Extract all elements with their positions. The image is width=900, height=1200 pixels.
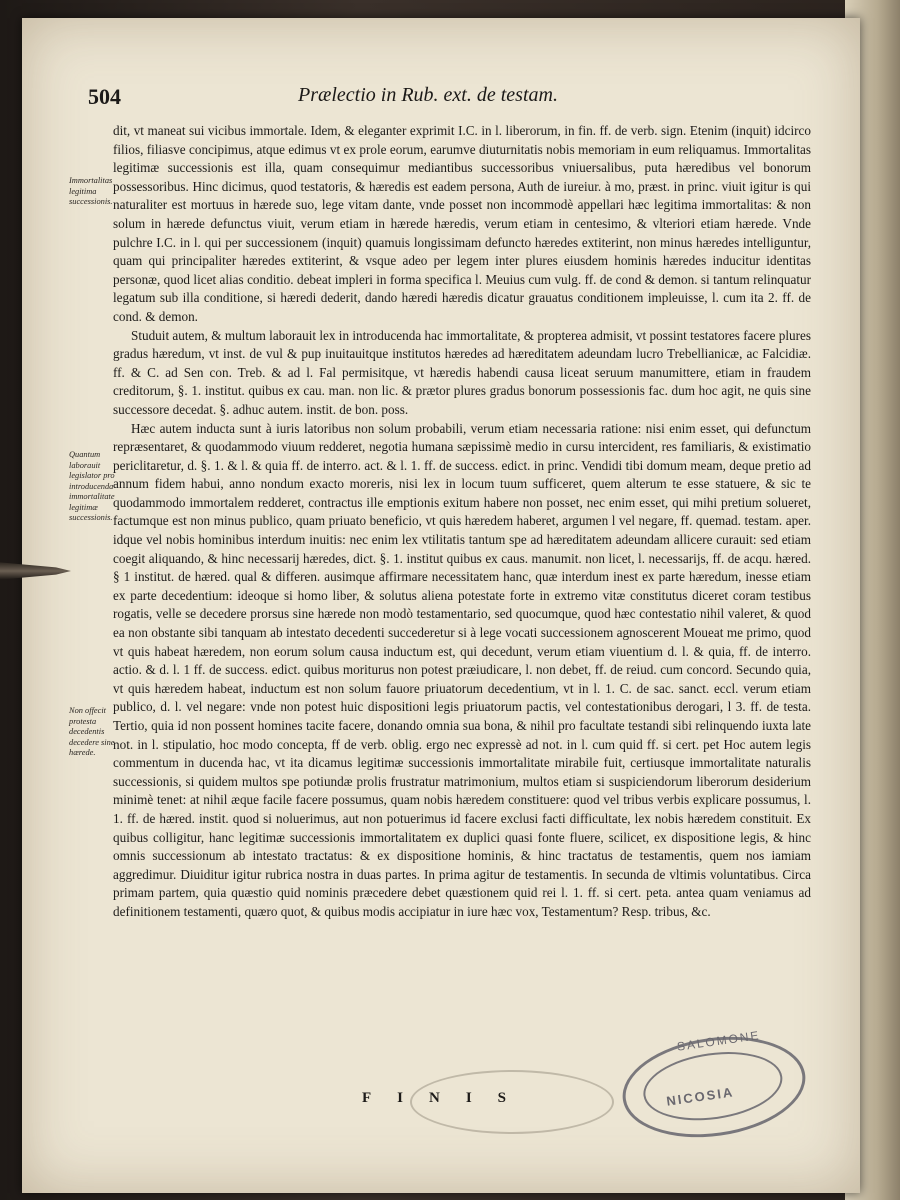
stamp-bottom-text: NICOSIA [665, 1084, 736, 1109]
body-text [113, 122, 811, 922]
paragraph-2: Studuit autem, & multum laborauit lex in introducenda hac immortalitate, & propterea admisit, vt possint testatores facere plures gradus hæredum, vt inst. de vul & pup inuitauitque institutos hæredes ad hæreditatem adeundam lucro Trebellianicæ, ac Falcidiæ. ff. & C. ad Sen con. Treb. & ad l. Fal permisitque, vt hæredis habendi causa liceat seruum manumittere, etiam in fraudem creditorum, §. 1. institut. quibus ex cau. man. non lic. & prætor plures gradus bonorum possessionis fac. dum hoc agit, ne quis sine successore decedat. §. adhuc autem. instit. de bon. poss. [113, 327, 811, 417]
book-page [22, 18, 860, 1193]
stamp-top-text: SALOMONE [676, 1028, 762, 1054]
paragraph-1: dit, vt maneat sui vicibus immortale. Idem, & eleganter exprimit I.C. in l. liberorum, in fin. ff. de verb. sign. Etenim (inquit) idcirco filios, filiasve concipimus, atque edimus vt ex prole eorum, earumve diuturnitatis nobis memoriam in eum reliquamus. Immortalitas legitimæ successionis est illa, quam consequimur mediantibus successoribus vniuersalibus, puta hæredibus vel bonorum possessoribus. Hinc dicimus, quod testatoris, & hæredis est eadem persona, Auth de iureiur. à mo, præst. in princ. viuit igitur is qui naturaliter est mortuus in hærede suo, lege vitam dante, vnde posset non incommodè appellari hæc legitima immortalitas: & non solum in hærede defunctus viuit, verum etiam in hærede hæredis, verum etiam in centesimo, & vlteriori etiam hærede. Vnde pulchre I.C. in l. qui per successionem (inquit) quamuis longissimam defuncto hæredes extiterint, non minus hæredes intelliguntur, quam qui principaliter hæredes extiterint, & vsque adeo per legem inter plures eiusdem hominis hæredes inducitur identitas personæ, quod licet alias conditio. debeat impleri in forma specifica l. Meuius cum vulg. ff. de cond & demon. si tantum relinquatur legatum sub illa conditione, si hæredi dederit, dando hæredi hæredis dicatur grauatus conditionem impleuisse, l. cum ita 2. ff. de cond. & demon. [113, 123, 811, 324]
marginal-note-2: Quantum laborauit legislator pro introducenda immortalitate legitimæ successionis. [69, 450, 115, 522]
page-header [88, 84, 788, 112]
page-number: 504 [88, 84, 121, 109]
finis-text: FINIS [362, 1090, 533, 1106]
marginal-note-3: Non offecit protesta decedentis decedere sine hærede. [69, 706, 115, 757]
running-head: Prælectio in Rub. ext. de testam. [298, 84, 558, 106]
ownership-stamp [616, 1026, 812, 1149]
marginal-note-1: Immortalitas legitima successionis. [69, 176, 113, 206]
paragraph-3: Hæc autem inducta sunt à iuris latoribus non solum probabili, verum etiam necessaria ratione: nisi enim esset, qui defunctum repræsentaret, & quodammodo viuum redderet, negotia humana sæpissimè medio in cursu intercident, res familiaris, & existimatio periclitaretur, d. §. 1. & l. & quia ff. de interro. act. & l. 1. ff. de success. edict. in princ. Vendidi tibi domum meam, deque pretio ad annum fidem habui, anno nondum exacto moreris, nisi lex in locum tuum sufficeret, quem alterum te esse statuere, & sic te quodammodo immortalem redderet, contractus ille emptionis exitum habere non posset, nec enim esset, qui mihi pretium solueret, factumque est non minus publico, quam priuato beneficio, vt quis hæredem haberet, argumen l vel negare, ff. quemad. testam. aper. idque vel nobis hominibus interdum inuitis: nec enim lex vtilitatis tantum spe ad hæreditatem adeundam allicere curauit: sed etiam coegit aliquando, & hinc necessarij hæredes, dict. §. 1. institut quibus ex caus. manumit. non licet, l. necessarijs, ff. de acqu. hæred. § 1 institut. de hæred. qual & differen. ausimque affirmare necessitatem hanc, quæ interdum inest ex parte hæredum, inesse etiam ex parte decedentium: ideoque si homo liber, & solutus aliena potestate forte in extremo vitæ constitutus diceret coram testibus rogatis, velle se decedere prorsus sine hærede non modò testamentario, sed quocumque, quod hæc contestatio nihil valeret, & quod ea non obstante sibi tanquam ab intestato decedenti succederetur si à lege vocati successionem agnoscerent Moueat me primo, quod vt quis habeat hæredem, non eorum solum causa inductum est, qui decedunt, verum etiam viuentium d. l. & quia, ff. de interro. actio. & d. l. 1 ff. de success. edict. quibus moriturus non potest præiudicare, l. non debet, ff. de reiud. cum concord. Secundo quia, vt quis hæredem habeat, inductum est non solum fauore priuatorum decedentium, vt in l. 1. C. de sac. sanct. eccl. verum etiam publico, d. l. vel negare: vnde non potest huic dispositioni legis priuatorum pactis, vel contestationibus derogari, l 3. ff. de testa. Tertio, quia id non possent homines tacite facere, donando omnia sua bona, & nihil pro facultate testandi sibi relinquendo iuxta late not. in l. stipulatio, hoc modo concepta, ff de verb. oblig. ergo nec expressè ad not. in l. cum quid ff. si cert. pet Hoc autem legis commentum in ducenda hac, vt ita dicamus legitimæ successionis immortalitate mirabile fuit, certiusque immortalitate naturalis successionis, si quidem multos spe potiundæ prolis frustratur matrimonium, multos etiam si suspiciendorum liberorum desiderium minimè tenet: at nihil æque facile facere possumus, quam nobis hæredem constituere: quod vel tribus verbis explicare possumus, l. 1. ff. de hæred. instit. quod si noluerimus, aut non potuerimus id facere exclusi facti difficultate, lex nobis hæredem constituit. Ex quibus colligitur, hanc legitimæ successionis immortalitatem ex duplici quasi fonte fluere, scilicet, ex dispositione legis, & hinc omnis successionum ab intestato tractatus: & ex dispositione hominis, & hinc tractatus de testamentis, quem nos iamiam aggredimur. Diuiditur igitur rubrica nostra in duas partes. In prima agitur de testamentis. In secunda de vltimis voluntatibus. Circa primam partem, quia quæstio quid nominis præcedere debet quæstionem quid rei l. 1. ff. si cert. peta. antea quam veniamus ad definitionem testamenti, quæro quot, & quibus modis accipiatur in iure hæc vox, Testamentum? Resp. tribus, &c. [113, 420, 811, 919]
